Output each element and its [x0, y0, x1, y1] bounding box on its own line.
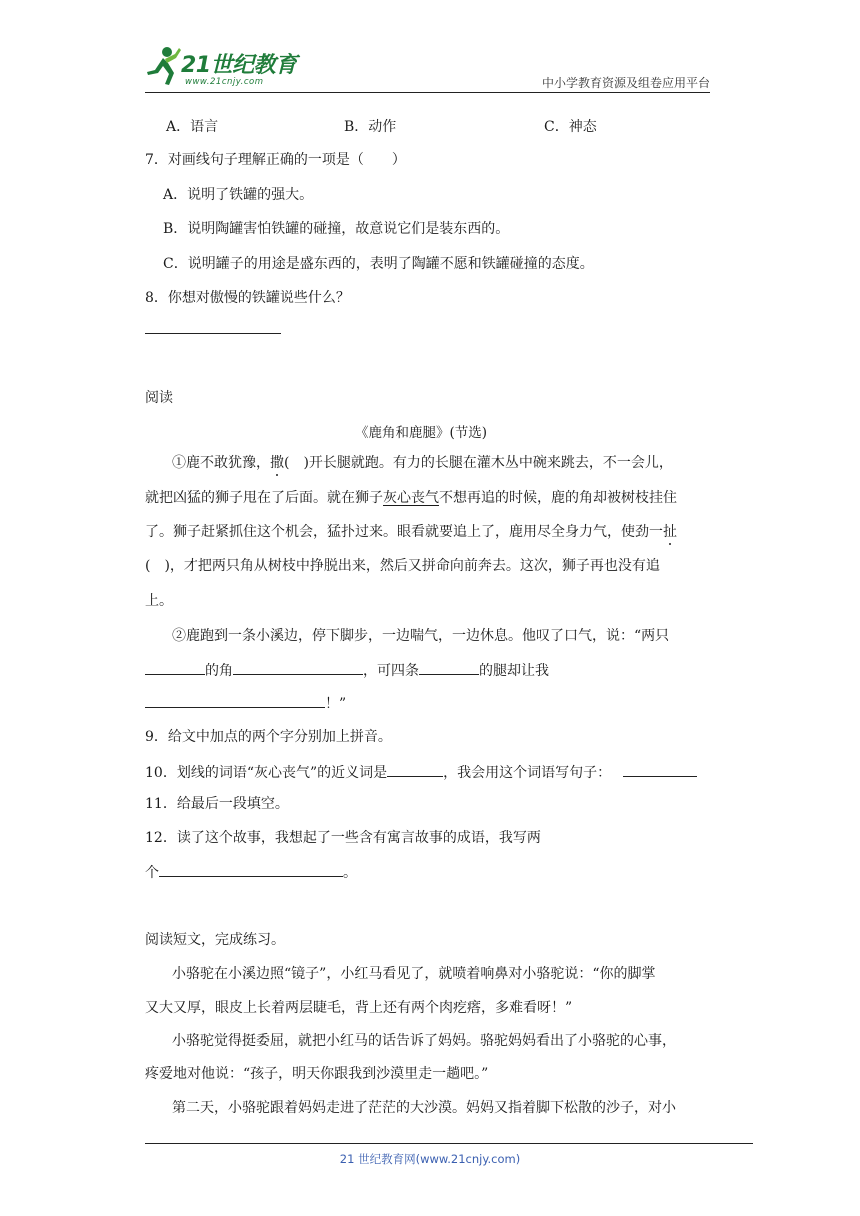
text-run: ( )开长腿就跑。有力的长腿在灌木丛中碗来跳去，不一会儿，: [284, 455, 673, 471]
q11-stem: 11．给最后一段填空。: [145, 796, 289, 812]
site-logo: [143, 44, 313, 90]
fill-blank[interactable]: [419, 660, 479, 675]
reading2-label: 阅读短文，完成练习。: [145, 932, 285, 948]
text-run: 不想再追的时候，鹿的角却被树枝挂住: [439, 490, 677, 506]
page-footer[interactable]: 21 世纪教育网(www.21cnjy.com): [339, 1152, 521, 1166]
text-run: 了。狮子赶紧抓住这个机会，猛扑过来。眼看就要追上了，鹿用尽全身力气，使劲一: [145, 524, 663, 540]
q8-answer-line[interactable]: [145, 333, 281, 334]
q7-option-c: C．说明罐子的用途是盛东西的，表明了陶罐不愿和铁罐碰撞的态度。: [163, 256, 594, 272]
text-run: 的角: [205, 663, 233, 679]
passage2-line-1: ②鹿跑到一条小溪边，停下脚步，一边喘气，一边休息。他叹了口气，说：“两只: [172, 628, 670, 644]
q6-option-c: C．神态: [544, 119, 597, 135]
passage1-line-3: [145, 523, 677, 541]
passage1-line-5: 上。: [145, 593, 173, 609]
q7-option-a: A．说明了铁罐的强大。: [163, 187, 314, 203]
text-run: ①鹿不敢犹豫，: [172, 455, 270, 471]
fill-blank[interactable]: [233, 660, 363, 675]
fill-blank[interactable]: [159, 862, 343, 877]
footer-divider: [145, 1143, 753, 1144]
text-run: 的腿却让我: [479, 663, 549, 679]
page-header: [0, 0, 860, 95]
q7-stem: 7．对画线句子理解正确的一项是（ ）: [145, 152, 406, 168]
fill-blank[interactable]: [387, 762, 443, 777]
text-run: ，我会用这个词语写句子：: [443, 765, 612, 781]
passage1-line-1: [172, 454, 673, 472]
q9-stem: 9．给文中加点的两个字分别加上拼音。: [145, 729, 392, 745]
platform-name: 中小学教育资源及组卷应用平台: [541, 76, 710, 90]
passage3-line-1: 小骆驼在小溪边照“镜子”，小红马看见了，就喷着响鼻对小骆驼说：“你的脚掌: [172, 966, 656, 982]
passage1-line-2: [145, 489, 677, 507]
reading1-label: 阅读: [145, 390, 173, 406]
q6-option-a: A．语言: [166, 119, 219, 135]
underlined-phrase: 灰心丧气: [383, 490, 439, 506]
logo-url: www.21cnjy.com: [185, 77, 264, 87]
passage1-line-4: ( )，才把两只角从树枝中挣脱出来，然后又拼命向前奔去。这次，狮子再也没有追: [145, 558, 660, 574]
passage2-line-2: [145, 660, 549, 680]
passage3-line-4: 疼爱地对他说：“孩子，明天你跟我到沙漠里走一趟吧。”: [145, 1066, 489, 1082]
runner-logo-icon: [143, 44, 183, 88]
logo-text: 21世纪教育: [181, 53, 297, 78]
q10-stem: [145, 762, 697, 782]
q8-stem: 8．你想对傲慢的铁罐说些什么？: [145, 290, 350, 306]
text-run: 个: [145, 865, 159, 881]
passage3-line-2: 又大又厚，眼皮上长着两层睫毛，背上还有两个肉疙瘩，多难看呀！”: [145, 1000, 573, 1016]
text-run: 就把凶猛的狮子甩在了后面。就在狮子: [145, 490, 383, 506]
passage3-line-5: 第二天，小骆驼跟着妈妈走进了茫茫的大沙漠。妈妈又指着脚下松散的沙子，对小: [172, 1100, 676, 1116]
passage-title: 《鹿角和鹿腿》(节选): [355, 425, 488, 441]
fill-blank[interactable]: [145, 660, 205, 675]
passage3-line-3: 小骆驼觉得挺委屈，就把小红马的话告诉了妈妈。骆驼妈妈看出了小骆驼的心事，: [172, 1033, 676, 1049]
text-run: 。: [343, 865, 357, 881]
text-run: 10．划线的词语“灰心丧气”的近义词是: [145, 765, 388, 781]
q6-option-b: B．动作: [344, 119, 397, 135]
passage2-line-3: [145, 693, 346, 713]
text-run: ，可四条: [363, 663, 419, 679]
q12-stem: 12．读了这个故事，我想起了一些含有寓言故事的成语，我写两: [145, 830, 541, 846]
dotted-char: 扯: [663, 524, 677, 540]
fill-blank[interactable]: [623, 762, 697, 777]
q7-option-b: B．说明陶罐害怕铁罐的碰撞，故意说它们是装东西的。: [163, 221, 510, 237]
dotted-char: 撒: [270, 455, 284, 471]
header-divider: [145, 92, 710, 93]
text-run: ！”: [325, 696, 347, 712]
q12-answer-line: [145, 862, 357, 882]
fill-blank[interactable]: [145, 693, 325, 708]
